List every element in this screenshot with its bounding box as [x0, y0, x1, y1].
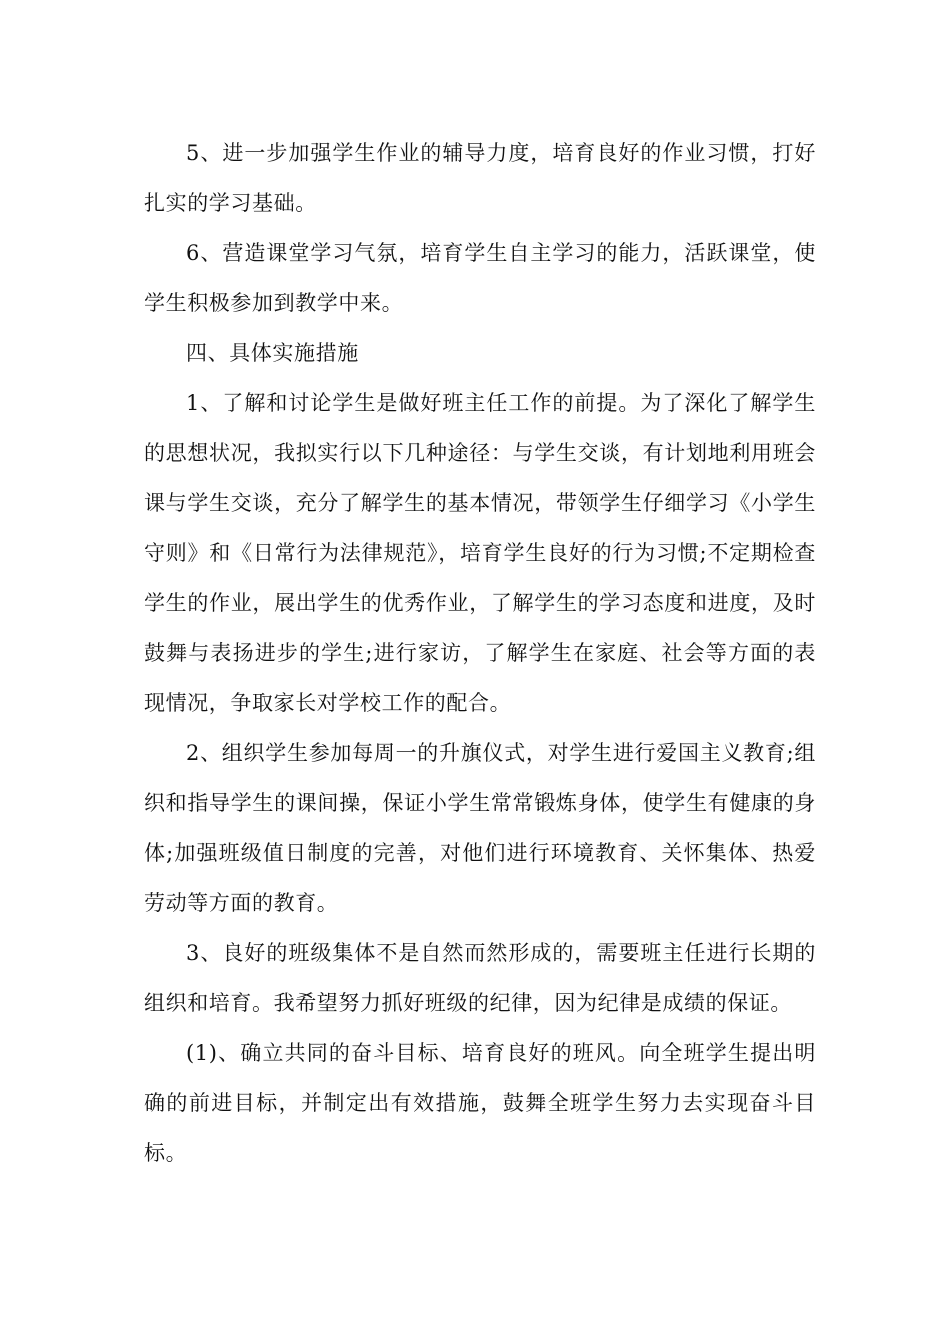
paragraph-measure-2: 2、组织学生参加每周一的升旗仪式，对学生进行爱国主义教育;组织和指导学生的课间操，保证小学生常常锻炼身体，使学生有健康的身体;加强班级值日制度的完善，对他们进行环境教育、关怀集体、热爱劳动等方面的教育。 — [144, 741, 816, 915]
paragraph-item-6: 6、营造课堂学习气氛，培育学生自主学习的能力，活跃课堂，使学生积极参加到教学中来。 — [144, 241, 816, 315]
paragraph-measure-3: 3、良好的班级集体不是自然而然形成的，需要班主任进行长期的组织和培育。我希望努力抓好班级的纪律，因为纪律是成绩的保证。 — [144, 941, 816, 1015]
document-body — [144, 128, 816, 1178]
paragraph-subitem-1: (1)、确立共同的奋斗目标、培育良好的班风。向全班学生提出明确的前进目标，并制定出有效措施，鼓舞全班学生努力去实现奋斗目标。 — [144, 1041, 816, 1165]
section-heading: 四、具体实施措施 — [186, 341, 359, 365]
paragraph-measure-1: 1、了解和讨论学生是做好班主任工作的前提。为了深化了解学生的思想状况，我拟实行以下几种途径：与学生交谈，有计划地利用班会课与学生交谈，充分了解学生的基本情况，带领学生仔细学习《小学生守则》和《日常行为法律规范》，培育学生良好的行为习惯;不定期检查学生的作业，展出学生的优秀作业，了解学生的学习态度和进度，及时鼓舞与表扬进步的学生;进行家访，了解学生在家庭、社会等方面的表现情况，争取家长对学校工作的配合。 — [144, 391, 816, 715]
paragraph-item-5: 5、进一步加强学生作业的辅导力度，培育良好的作业习惯，打好扎实的学习基础。 — [144, 141, 816, 215]
